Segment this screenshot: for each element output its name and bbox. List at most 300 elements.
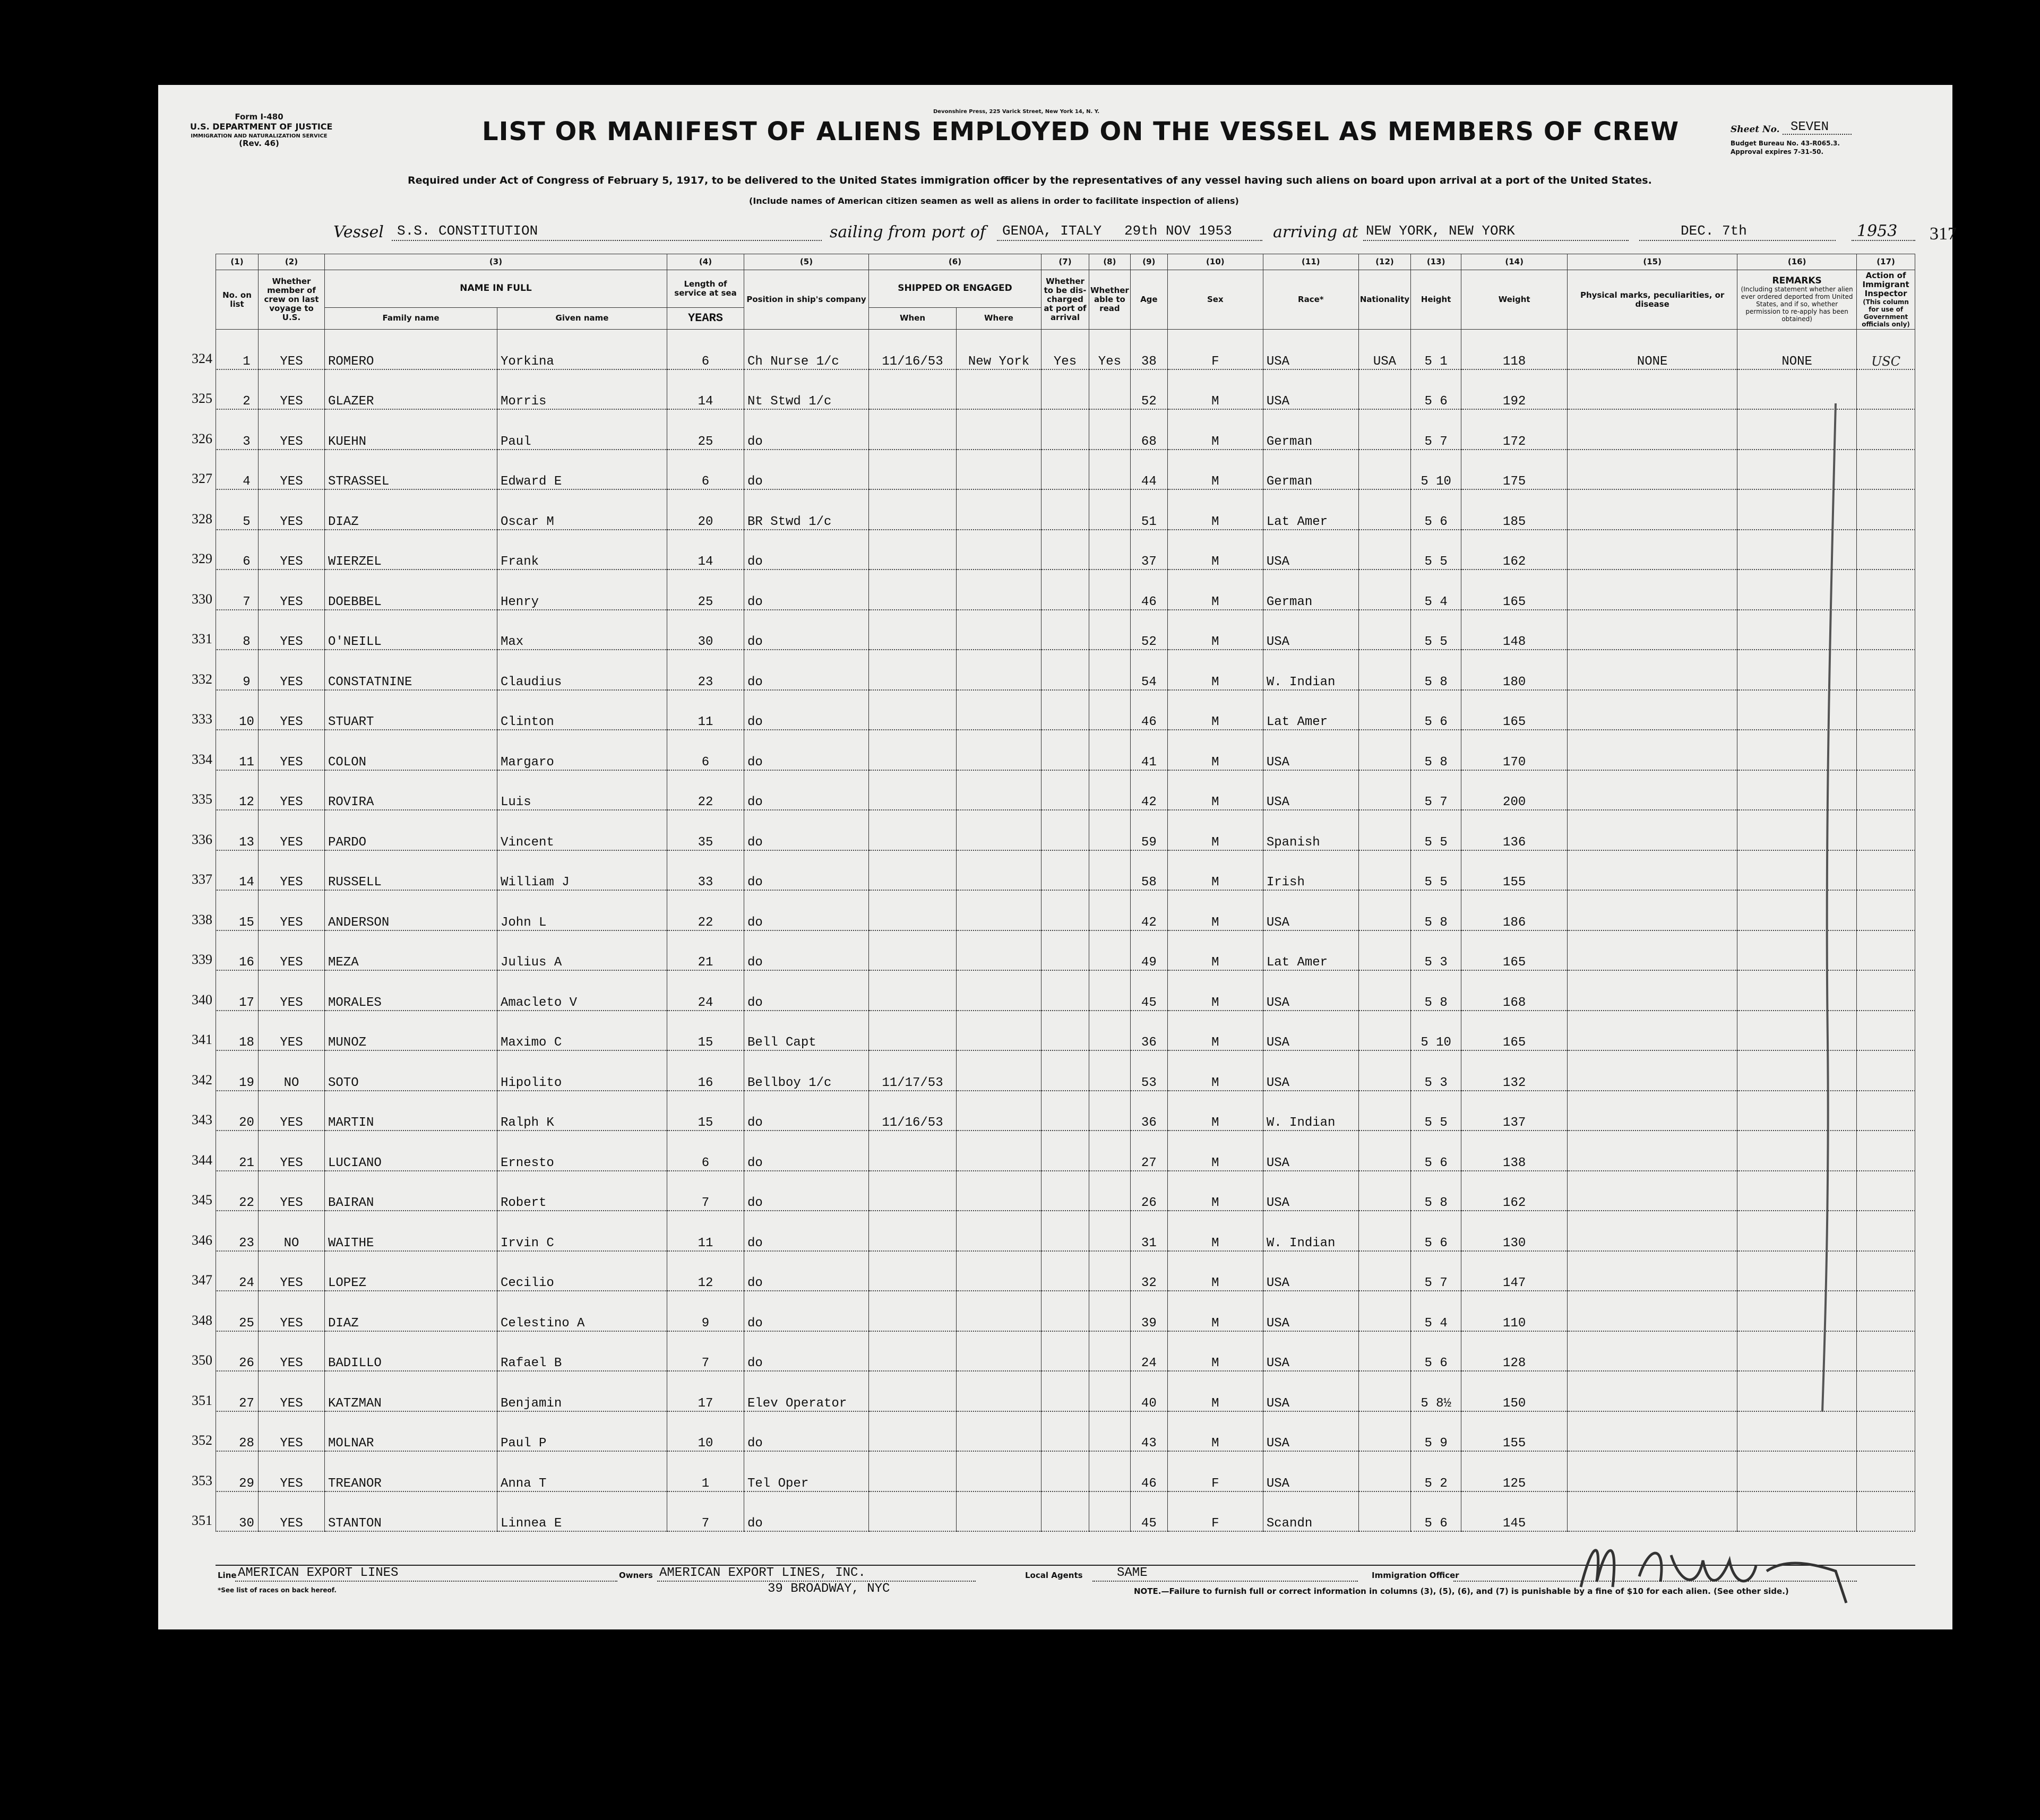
family-name: STUART (325, 690, 497, 730)
inspector-action (1857, 1251, 1915, 1291)
discharge-at-arrival (1041, 450, 1089, 490)
nationality (1358, 1011, 1410, 1051)
col-position-num: (5) (744, 254, 869, 270)
sex: M (1167, 890, 1263, 930)
shipped-when (869, 690, 957, 730)
weight: 147 (1461, 1251, 1568, 1291)
height: 5 10 (1411, 1011, 1461, 1051)
age: 54 (1130, 650, 1167, 690)
nationality (1358, 369, 1410, 410)
height: 5 7 (1411, 770, 1461, 810)
height: 5 6 (1411, 1131, 1461, 1171)
list-stamp-number: 328 (192, 511, 212, 527)
crew-last-voyage: YES (259, 770, 325, 810)
shipped-when (869, 1211, 957, 1251)
table-row (216, 330, 1915, 369)
service-name: IMMIGRATION AND NATURALIZATION SERVICE (191, 133, 328, 139)
service-years: 23 (667, 650, 744, 690)
height: 5 3 (1411, 1050, 1461, 1091)
shipped-when (869, 810, 957, 850)
table-row (216, 610, 1915, 650)
row-number: 16 (239, 955, 254, 970)
physical-marks (1568, 369, 1737, 410)
shipped-where (957, 810, 1041, 850)
discharge-at-arrival (1041, 1411, 1089, 1452)
nationality (1358, 930, 1410, 971)
inspector-action (1857, 1451, 1915, 1491)
ship-position: do (744, 570, 869, 610)
physical-marks (1568, 810, 1737, 850)
page-stamp: 317 (1930, 224, 1957, 244)
inspector-action (1857, 1211, 1915, 1251)
table-row (216, 970, 1915, 1011)
able-to-read (1089, 650, 1131, 690)
shipped-where (957, 770, 1041, 810)
remarks (1737, 1451, 1857, 1491)
given-name: Linnea E (497, 1491, 667, 1532)
age: 36 (1130, 1091, 1167, 1131)
page-subtitle-note: (Include names of American citizen seamen as well as aliens in order to facilitate inspection of aliens) (749, 196, 1239, 206)
row-number-cell (192, 1371, 259, 1411)
col-shipped-num: (6) (869, 254, 1041, 270)
sex: M (1167, 570, 1263, 610)
col-name-num: (3) (325, 254, 667, 270)
race: USA (1263, 1011, 1358, 1051)
crew-last-voyage: YES (259, 690, 325, 730)
nationality (1358, 409, 1410, 450)
given-name: Hipolito (497, 1050, 667, 1091)
shipped-when (869, 970, 957, 1011)
row-number: 3 (243, 434, 251, 449)
service-years: 6 (667, 330, 744, 369)
crew-last-voyage: YES (259, 489, 325, 530)
physical-marks (1568, 890, 1737, 930)
shipped-when (869, 530, 957, 570)
nationality (1358, 690, 1410, 730)
arrival-port: NEW YORK, NEW YORK (1366, 223, 1515, 239)
shipped-when (869, 610, 957, 650)
shipped-where (957, 1131, 1041, 1171)
service-years: 21 (667, 930, 744, 971)
ship-position: do (744, 810, 869, 850)
nationality (1358, 1371, 1410, 1411)
family-name: BADILLO (325, 1331, 497, 1372)
family-name: WAITHE (325, 1211, 497, 1251)
race: USA (1263, 1251, 1358, 1291)
weight: 130 (1461, 1211, 1568, 1251)
age: 49 (1130, 930, 1167, 971)
ship-position: do (744, 1131, 869, 1171)
row-number: 17 (239, 995, 254, 1010)
family-name: ANDERSON (325, 890, 497, 930)
service-years: 30 (667, 610, 744, 650)
shipped-when (869, 1131, 957, 1171)
discharge-at-arrival (1041, 650, 1089, 690)
sex: M (1167, 770, 1263, 810)
sex: M (1167, 730, 1263, 770)
inspector-action (1857, 810, 1915, 850)
shipped-where (957, 610, 1041, 650)
weight: 136 (1461, 810, 1568, 850)
ship-position: do (744, 930, 869, 971)
shipped-where (957, 970, 1041, 1011)
given-name: Luis (497, 770, 667, 810)
weight: 125 (1461, 1451, 1568, 1491)
crew-last-voyage: YES (259, 610, 325, 650)
col-service-header: Length of service at sea (667, 270, 744, 308)
col-discharge-num: (7) (1041, 254, 1089, 270)
age: 27 (1130, 1131, 1167, 1171)
height: 5 8½ (1411, 1371, 1461, 1411)
weight: 165 (1461, 1011, 1568, 1051)
approval-expiry: Approval expires 7-31-50. (1731, 148, 1824, 156)
height: 5 7 (1411, 1251, 1461, 1291)
service-years: 7 (667, 1491, 744, 1532)
list-stamp-number: 329 (192, 551, 212, 566)
row-number: 26 (239, 1356, 254, 1370)
row-number: 12 (239, 795, 254, 809)
physical-marks (1568, 570, 1737, 610)
race: USA (1263, 1171, 1358, 1211)
row-number: 28 (239, 1436, 254, 1451)
row-number-cell (192, 1451, 259, 1491)
nationality (1358, 570, 1410, 610)
given-name: Ralph K (497, 1091, 667, 1131)
row-number: 18 (239, 1036, 254, 1050)
nationality (1358, 530, 1410, 570)
race: Lat Amer (1263, 690, 1358, 730)
nationality (1358, 489, 1410, 530)
discharge-at-arrival (1041, 369, 1089, 410)
arrival-date: DEC. 7th (1681, 223, 1747, 239)
weight: 138 (1461, 1131, 1568, 1171)
discharge-at-arrival (1041, 1091, 1089, 1131)
family-name: STRASSEL (325, 450, 497, 490)
height: 5 8 (1411, 970, 1461, 1011)
col-shipped-header: SHIPPED OR ENGAGED (869, 270, 1041, 308)
weight: 185 (1461, 489, 1568, 530)
age: 40 (1130, 1371, 1167, 1411)
family-name: MUNOZ (325, 1011, 497, 1051)
shipped-where (957, 1291, 1041, 1331)
race: USA (1263, 970, 1358, 1011)
inspector-action (1857, 489, 1915, 530)
physical-marks (1568, 450, 1737, 490)
ship-position: do (744, 1171, 869, 1211)
row-number: 2 (243, 394, 251, 409)
row-number-cell (192, 330, 259, 369)
sex: M (1167, 369, 1263, 410)
sex: M (1167, 409, 1263, 450)
col-position-header: Position in ship's company (744, 270, 869, 330)
row-number-cell (192, 730, 259, 770)
row-number-cell (192, 1331, 259, 1372)
sex: M (1167, 1211, 1263, 1251)
row-number-cell (192, 850, 259, 891)
age: 52 (1130, 610, 1167, 650)
list-stamp-number: 340 (192, 991, 212, 1007)
service-years: 11 (667, 1211, 744, 1251)
weight: 128 (1461, 1331, 1568, 1372)
shipped-when (869, 930, 957, 971)
crew-last-voyage: YES (259, 850, 325, 891)
service-years: 16 (667, 1050, 744, 1091)
race: Irish (1263, 850, 1358, 891)
crew-last-voyage: YES (259, 730, 325, 770)
family-name: DOEBBEL (325, 570, 497, 610)
race: W. Indian (1263, 1091, 1358, 1131)
service-years: 24 (667, 970, 744, 1011)
row-number: 9 (243, 675, 251, 689)
sex: M (1167, 1091, 1263, 1131)
table-row (216, 1050, 1915, 1091)
physical-marks (1568, 650, 1737, 690)
discharge-at-arrival (1041, 810, 1089, 850)
discharge-at-arrival (1041, 850, 1089, 891)
col-marks-header: Physical marks, peculiarities, or disease (1568, 270, 1737, 330)
list-stamp-number: 332 (192, 671, 212, 687)
remarks (1737, 1411, 1857, 1452)
sex: M (1167, 450, 1263, 490)
weight: 170 (1461, 730, 1568, 770)
age: 52 (1130, 369, 1167, 410)
sex: M (1167, 650, 1263, 690)
family-name: LOPEZ (325, 1251, 497, 1291)
row-number-cell (192, 369, 259, 410)
table-row (216, 770, 1915, 810)
row-number-cell (192, 650, 259, 690)
height: 5 3 (1411, 930, 1461, 971)
ship-position: BR Stwd 1/c (744, 489, 869, 530)
page-subtitle: Required under Act of Congress of February 5, 1917, to be delivered to the United States immigration officer by the representatives of any vessel having such aliens on board upon arrival at a port of the United States. (408, 175, 1652, 186)
crew-last-voyage: YES (259, 650, 325, 690)
owners-address: 39 BROADWAY, NYC (768, 1582, 890, 1596)
family-name: MARTIN (325, 1091, 497, 1131)
row-number-cell (192, 530, 259, 570)
nationality (1358, 1091, 1410, 1131)
inspector-action (1857, 890, 1915, 930)
nationality (1358, 1451, 1410, 1491)
given-name: Edward E (497, 450, 667, 490)
discharge-at-arrival (1041, 770, 1089, 810)
row-number-cell (192, 489, 259, 530)
given-name: John L (497, 890, 667, 930)
discharge-at-arrival: Yes (1041, 330, 1089, 369)
weight: 192 (1461, 369, 1568, 410)
given-name: Yorkina (497, 330, 667, 369)
given-name: Celestino A (497, 1291, 667, 1331)
sex: M (1167, 489, 1263, 530)
nationality (1358, 810, 1410, 850)
sex: M (1167, 610, 1263, 650)
discharge-at-arrival (1041, 1371, 1089, 1411)
table-row (216, 1291, 1915, 1331)
nationality (1358, 970, 1410, 1011)
family-name: KUEHN (325, 409, 497, 450)
list-stamp-number: 334 (192, 751, 212, 767)
race: German (1263, 450, 1358, 490)
race: USA (1263, 330, 1358, 369)
row-number-cell (192, 450, 259, 490)
inspector-action (1857, 1131, 1915, 1171)
age: 43 (1130, 1411, 1167, 1452)
crew-last-voyage: YES (259, 1291, 325, 1331)
shipped-where (957, 1331, 1041, 1372)
service-years: 25 (667, 570, 744, 610)
service-years: 6 (667, 450, 744, 490)
age: 42 (1130, 890, 1167, 930)
shipped-where (957, 1050, 1041, 1091)
service-years: 12 (667, 1251, 744, 1291)
inspector-action (1857, 610, 1915, 650)
row-number: 23 (239, 1236, 254, 1250)
physical-marks (1568, 1131, 1737, 1171)
row-number: 25 (239, 1316, 254, 1331)
col-height-num: (13) (1411, 254, 1461, 270)
list-stamp-number: 352 (192, 1433, 212, 1448)
physical-marks (1568, 489, 1737, 530)
sex: M (1167, 530, 1263, 570)
race: USA (1263, 1050, 1358, 1091)
shipped-when (869, 1411, 957, 1452)
discharge-at-arrival (1041, 489, 1089, 530)
table-row (216, 369, 1915, 410)
race: Scandn (1263, 1491, 1358, 1532)
service-years: 22 (667, 890, 744, 930)
family-name: WIERZEL (325, 530, 497, 570)
weight: 145 (1461, 1491, 1568, 1532)
col-read-num: (8) (1089, 254, 1131, 270)
footer-note: NOTE.—Failure to furnish full or correct information in columns (3), (5), (6), and (7) is punishable by a fine of $10 for each alien. (See other side.) (1134, 1586, 1789, 1596)
sex: M (1167, 1171, 1263, 1211)
able-to-read (1089, 1491, 1131, 1532)
crew-last-voyage: YES (259, 930, 325, 971)
table-row (216, 1011, 1915, 1051)
age: 53 (1130, 1050, 1167, 1091)
race: USA (1263, 770, 1358, 810)
shipped-where (957, 1211, 1041, 1251)
crew-last-voyage: YES (259, 1251, 325, 1291)
line-label: Line (218, 1571, 237, 1580)
row-number: 20 (239, 1116, 254, 1130)
height: 5 6 (1411, 1211, 1461, 1251)
weight: 165 (1461, 570, 1568, 610)
nationality (1358, 610, 1410, 650)
age: 45 (1130, 970, 1167, 1011)
given-name: Claudius (497, 650, 667, 690)
list-stamp-number: 330 (192, 591, 212, 607)
inspector-action (1857, 730, 1915, 770)
family-name: TREANOR (325, 1451, 497, 1491)
col-years-unit: YEARS (667, 307, 744, 329)
races-note: *See list of races on back hereof. (218, 1586, 337, 1594)
age: 26 (1130, 1171, 1167, 1211)
col-height-header: Height (1411, 270, 1461, 330)
nationality: USA (1358, 330, 1410, 369)
shipped-when (869, 1011, 957, 1051)
crew-last-voyage: YES (259, 1171, 325, 1211)
row-number-cell (192, 570, 259, 610)
row-number-cell (192, 1050, 259, 1091)
height: 5 4 (1411, 570, 1461, 610)
service-years: 1 (667, 1451, 744, 1491)
list-stamp-number: 338 (192, 911, 212, 927)
row-number: 5 (243, 514, 251, 529)
shipped-when (869, 1171, 957, 1211)
age: 39 (1130, 1291, 1167, 1331)
age: 46 (1130, 690, 1167, 730)
able-to-read (1089, 570, 1131, 610)
list-stamp-number: 339 (192, 952, 212, 967)
height: 5 5 (1411, 610, 1461, 650)
row-number: 15 (239, 915, 254, 930)
discharge-at-arrival (1041, 970, 1089, 1011)
row-number: 27 (239, 1396, 254, 1411)
row-number-cell (192, 1291, 259, 1331)
given-name: Amacleto V (497, 970, 667, 1011)
nationality (1358, 1491, 1410, 1532)
row-number-cell (192, 890, 259, 930)
service-years: 7 (667, 1331, 744, 1372)
shipped-where (957, 850, 1041, 891)
service-years: 7 (667, 1171, 744, 1211)
weight: 150 (1461, 1371, 1568, 1411)
age: 31 (1130, 1211, 1167, 1251)
family-name: O'NEILL (325, 610, 497, 650)
family-name: ROMERO (325, 330, 497, 369)
page-title: LIST OR MANIFEST OF ALIENS EMPLOYED ON THE VESSEL AS MEMBERS OF CREW (482, 117, 1680, 146)
inspector-action (1857, 1011, 1915, 1051)
physical-marks (1568, 1091, 1737, 1131)
service-years: 35 (667, 810, 744, 850)
row-number: 7 (243, 594, 251, 609)
sailing-label: sailing from port of (830, 223, 986, 241)
height: 5 10 (1411, 450, 1461, 490)
list-stamp-number: 335 (192, 791, 212, 807)
agents-name: SAME (1117, 1566, 1148, 1580)
officer-label: Immigration Officer (1372, 1571, 1459, 1580)
height: 5 5 (1411, 850, 1461, 891)
sheet-label: Sheet No. (1731, 124, 1780, 135)
inspector-action (1857, 1491, 1915, 1532)
col-family-header: Family name (325, 307, 497, 329)
physical-marks: NONE (1568, 330, 1737, 369)
shipped-where (957, 570, 1041, 610)
given-name: Margaro (497, 730, 667, 770)
discharge-at-arrival (1041, 730, 1089, 770)
crew-last-voyage: YES (259, 570, 325, 610)
row-number-cell (192, 610, 259, 650)
list-stamp-number: 324 (192, 350, 212, 366)
ship-position: do (744, 1411, 869, 1452)
row-number-cell (192, 1411, 259, 1452)
service-years: 14 (667, 530, 744, 570)
given-name: Vincent (497, 810, 667, 850)
col-sex-header: Sex (1167, 270, 1263, 330)
race: W. Indian (1263, 650, 1358, 690)
age: 46 (1130, 1451, 1167, 1491)
discharge-at-arrival (1041, 1251, 1089, 1291)
able-to-read (1089, 530, 1131, 570)
row-number: 29 (239, 1476, 254, 1491)
weight: 155 (1461, 1411, 1568, 1452)
able-to-read (1089, 1091, 1131, 1131)
given-name: Maximo C (497, 1011, 667, 1051)
inspector-action (1857, 450, 1915, 490)
shipped-when (869, 369, 957, 410)
race: German (1263, 409, 1358, 450)
nationality (1358, 1211, 1410, 1251)
